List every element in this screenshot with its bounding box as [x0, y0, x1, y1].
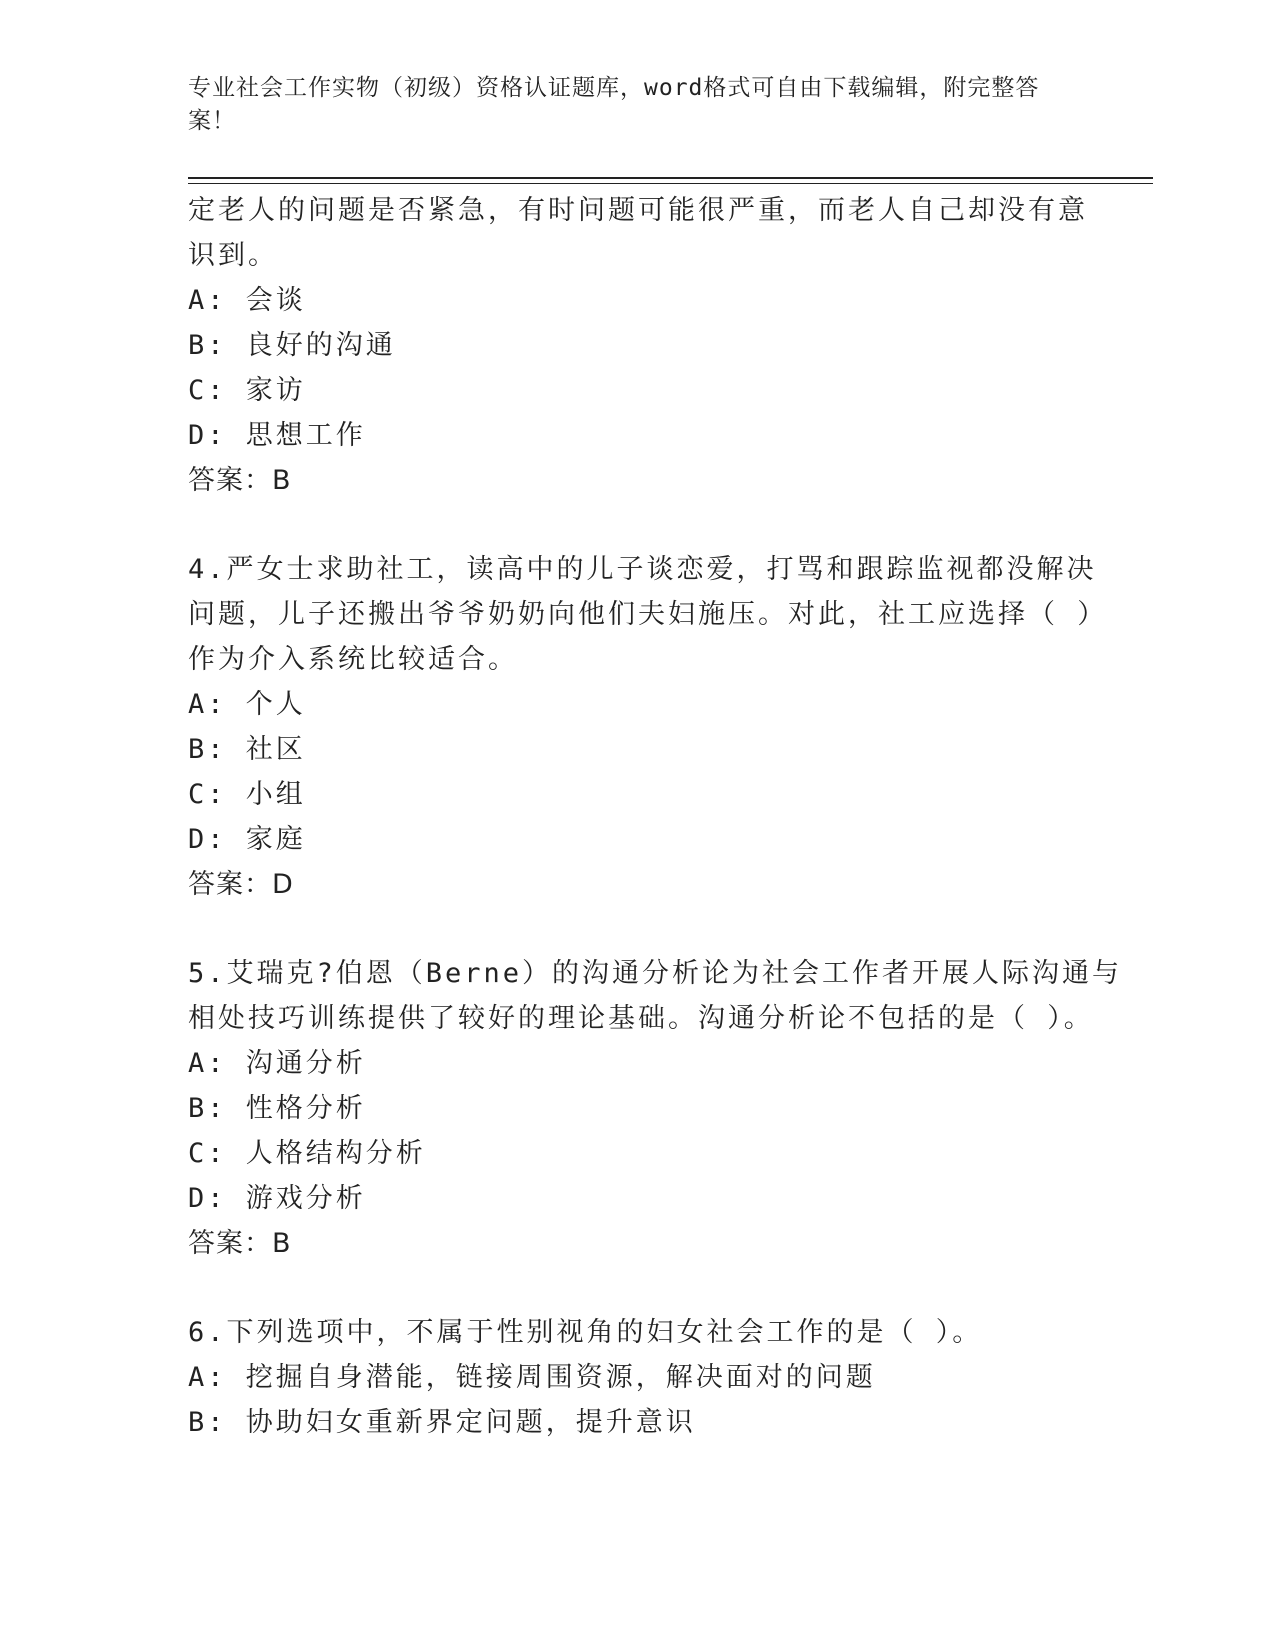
header-line-2: 案！	[188, 108, 236, 134]
page-header	[188, 72, 1068, 138]
question-4	[188, 547, 1108, 907]
option-a: A: 会谈	[188, 285, 306, 316]
option-a: A: 挖掘自身潜能，链接周围资源，解决面对的问题	[188, 1362, 876, 1393]
header-rule-thin	[188, 183, 1153, 184]
answer-line: 答案：B	[188, 1228, 292, 1259]
option-a: A: 沟通分析	[188, 1048, 366, 1079]
header-line-1: 专业社会工作实物（初级）资格认证题库，word格式可自由下载编辑，附完整答	[188, 75, 1040, 101]
question-stem-line: 6.下列选项中，不属于性别视角的妇女社会工作的是（ ）。	[188, 1317, 983, 1348]
option-d: D: 家庭	[188, 824, 306, 855]
question-stem-line: 定老人的问题是否紧急，有时问题可能很严重，而老人自己却没有意	[188, 195, 1088, 226]
option-c: C: 人格结构分析	[188, 1138, 426, 1169]
question-list	[188, 188, 1123, 1445]
option-d: D: 思想工作	[188, 420, 366, 451]
answer-line: 答案：B	[188, 465, 292, 496]
option-a: A: 个人	[188, 689, 306, 720]
option-b: B: 性格分析	[188, 1093, 366, 1124]
question-spacer	[188, 1266, 1068, 1310]
header-rule-thick	[188, 177, 1153, 179]
option-c: C: 小组	[188, 779, 306, 810]
question-6	[188, 1310, 1068, 1445]
question-stem-line: 5.艾瑞克?伯恩（Berne）的沟通分析论为社会工作者开展人际沟通与	[188, 958, 1123, 989]
question-stem-line: 4.严女士求助社工，读高中的儿子谈恋爱，打骂和跟踪监视都没解决	[188, 554, 1097, 585]
option-b: B: 社区	[188, 734, 306, 765]
question-spacer	[188, 503, 1068, 547]
question-stem-line: 问题，儿子还搬出爷爷奶奶向他们夫妇施压。对此，社工应选择（ ）	[188, 599, 1108, 630]
option-b: B: 良好的沟通	[188, 330, 396, 361]
question-stem-line: 识到。	[188, 240, 278, 271]
question-5	[188, 951, 1123, 1266]
option-b: B: 协助妇女重新界定问题，提升意识	[188, 1407, 696, 1438]
question-stem-line: 作为介入系统比较适合。	[188, 644, 518, 675]
question-3	[188, 188, 1088, 503]
option-c: C: 家访	[188, 375, 306, 406]
answer-line: 答案：D	[188, 869, 294, 900]
question-stem-line: 相处技巧训练提供了较好的理论基础。沟通分析论不包括的是（ ）。	[188, 1003, 1094, 1034]
question-spacer	[188, 907, 1068, 951]
option-d: D: 游戏分析	[188, 1183, 366, 1214]
